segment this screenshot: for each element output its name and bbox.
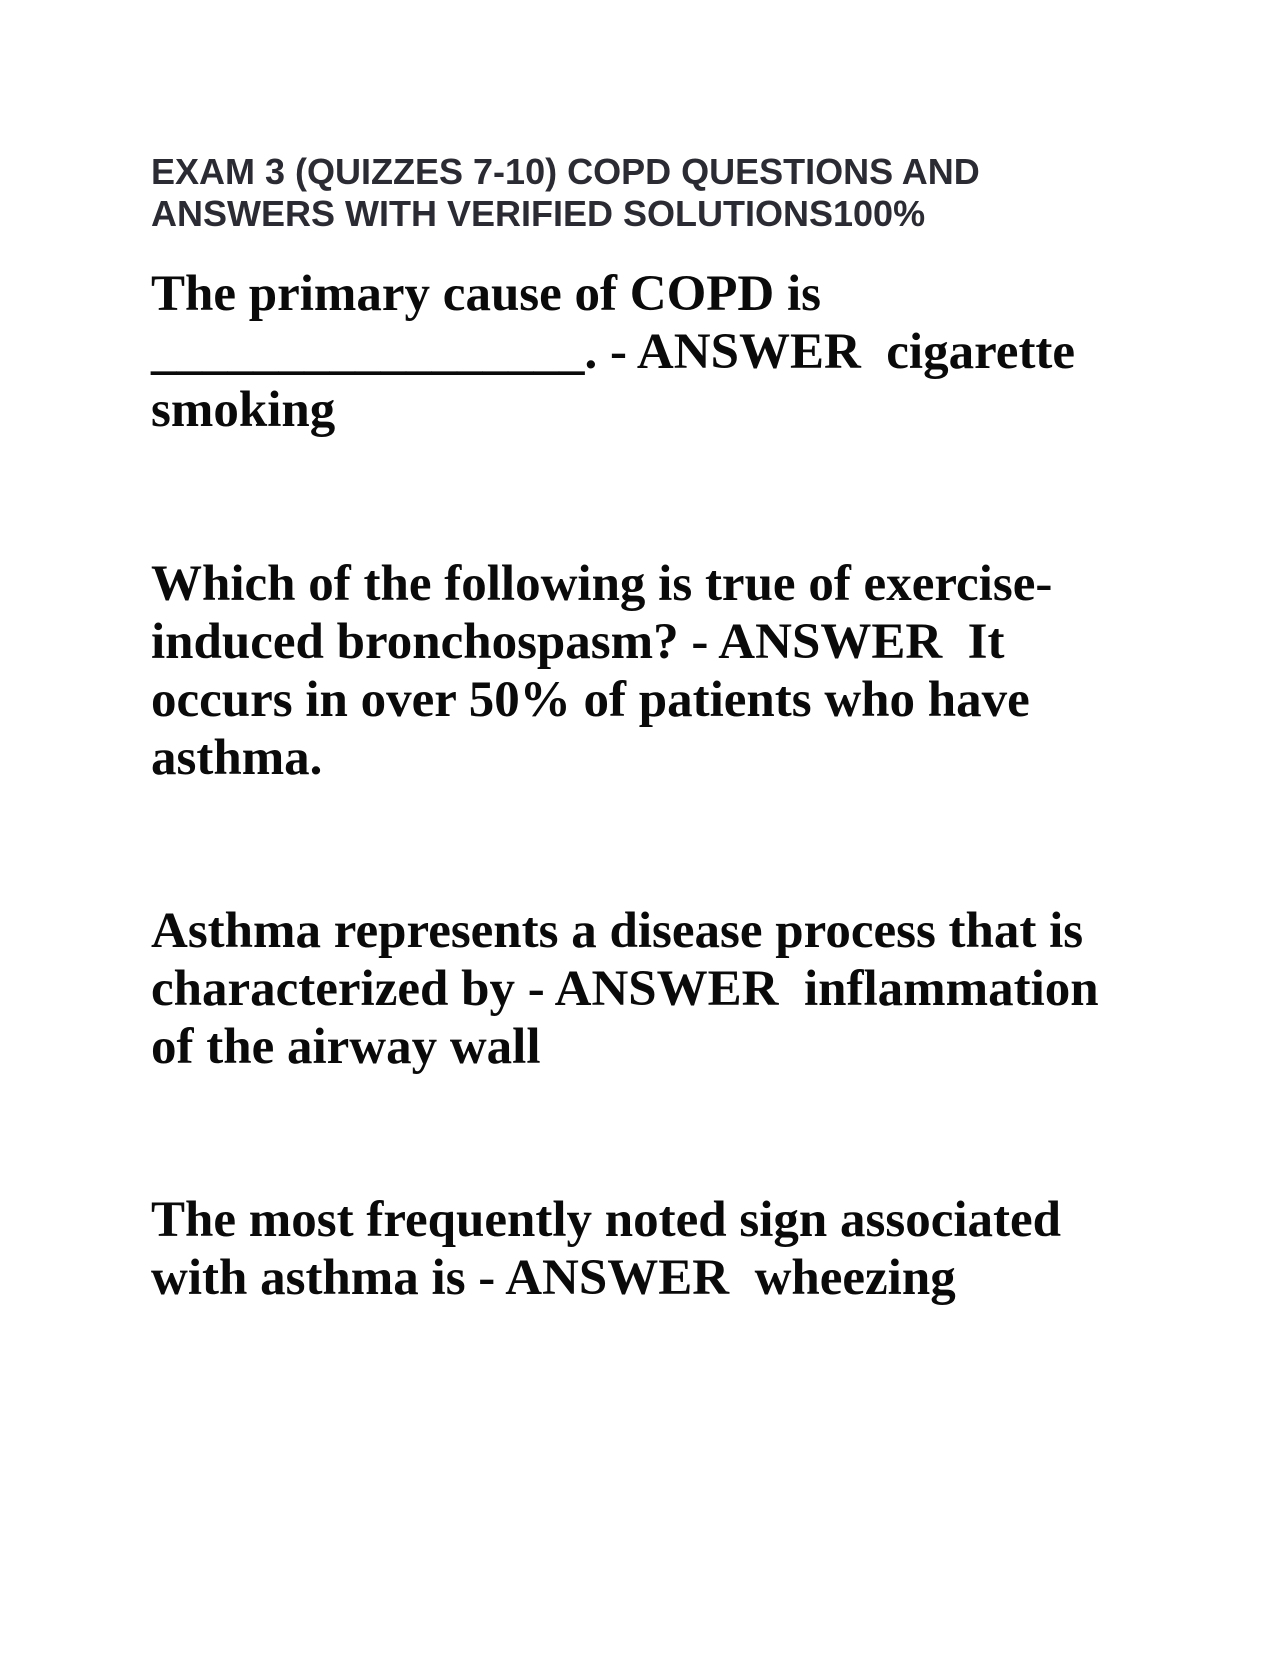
qa-line: smoking bbox=[151, 382, 336, 438]
title-line-1: EXAM 3 (QUIZZES 7-10) COPD QUESTIONS AND bbox=[151, 151, 980, 192]
qa-line: characterized by - ANSWER inflammation bbox=[151, 961, 1099, 1017]
qa-item-copd-cause bbox=[151, 265, 1141, 439]
qa-item-asthma-sign bbox=[151, 1191, 1141, 1307]
qa-line: The most frequently noted sign associated bbox=[151, 1192, 1062, 1248]
qa-line: _________________. - ANSWER cigarette bbox=[151, 324, 1076, 380]
qa-line: Which of the following is true of exercise- bbox=[151, 556, 1053, 612]
qa-line: occurs in over 50% of patients who have bbox=[151, 672, 1030, 728]
qa-line: of the airway wall bbox=[151, 1019, 541, 1075]
document-title bbox=[151, 151, 1151, 235]
title-line-2: ANSWERS WITH VERIFIED SOLUTIONS100% bbox=[151, 193, 926, 234]
qa-line: induced bronchospasm? - ANSWER It bbox=[151, 614, 1005, 670]
qa-line: with asthma is - ANSWER wheezing bbox=[151, 1250, 956, 1306]
qa-line: The primary cause of COPD is bbox=[151, 266, 822, 322]
qa-item-asthma-process bbox=[151, 902, 1141, 1076]
qa-item-exercise-bronchospasm bbox=[151, 555, 1141, 787]
qa-line: asthma. bbox=[151, 730, 323, 786]
qa-line: Asthma represents a disease process that is bbox=[151, 903, 1084, 959]
